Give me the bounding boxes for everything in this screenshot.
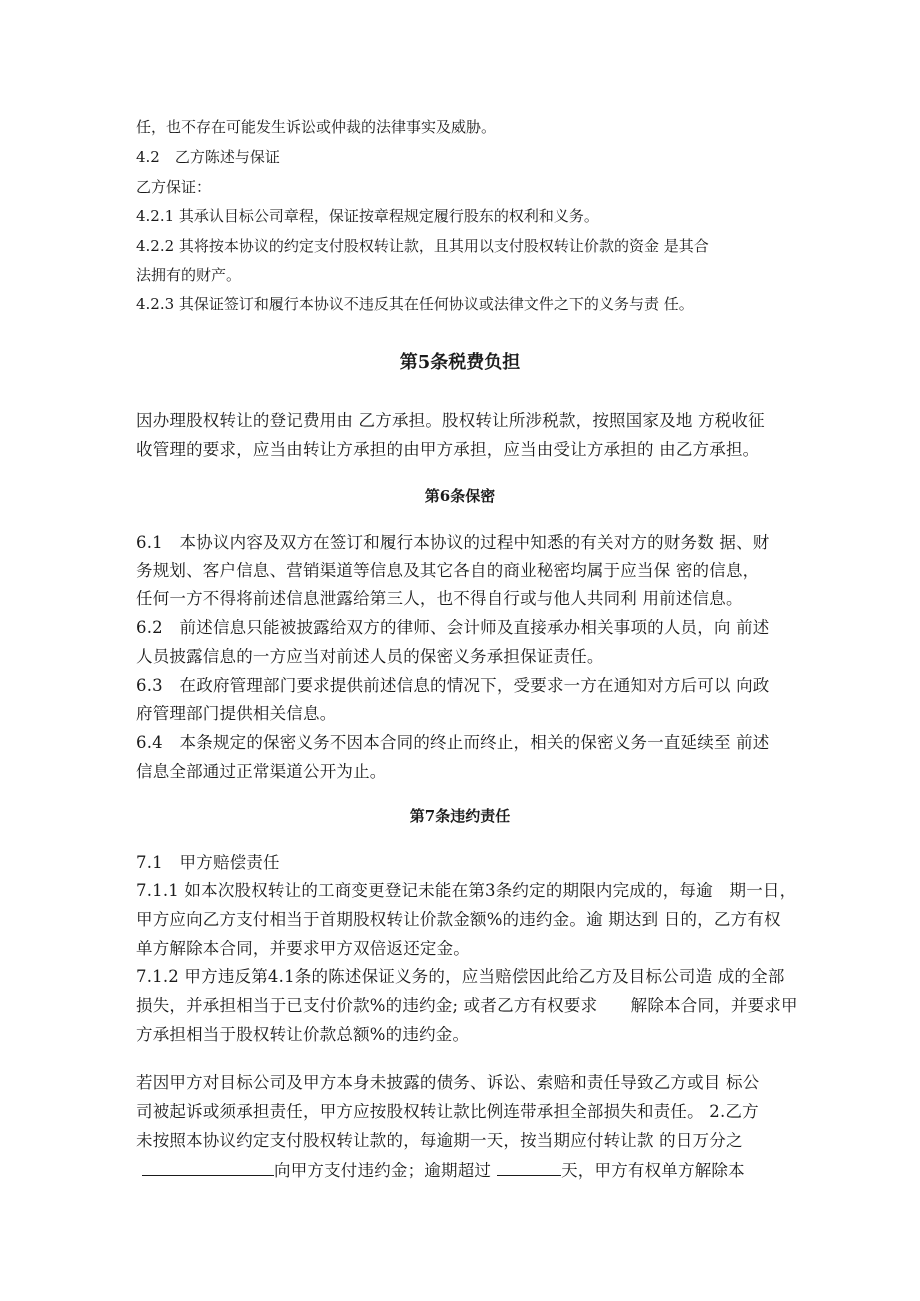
clause-heading-4-2: 4.2 乙方陈述与保证 [136, 148, 280, 166]
clause-7-1-2-cont: 方承担相当于股权转让价款总额%的违约金。 [136, 1025, 470, 1044]
clause-7-1-2-cont: 损失，并承担相当于已支付价款%的违约金; 或者乙方有权要求 解除本合同，并要求甲 [136, 996, 798, 1015]
article-5-title: 第5条税费负担 [399, 352, 521, 373]
text-line: 乙方保证： [136, 178, 212, 196]
clause-4-2-2-cont: 法拥有的财产。 [136, 266, 242, 284]
liability-paragraph-cont: 司被起诉或须承担责任，甲方应按股权转让款比例连带承担全部损失和责任。 2.乙方 [136, 1102, 759, 1121]
clause-7-1-1-cont: 甲方应向乙方支付相当于首期股权转让价款金额%的违约金。逾 期达到 日的，乙方有权 [136, 910, 781, 929]
clause-6-3: 6.3 在政府管理部门要求提供前述信息的情况下，受要求一方在通知对方后可以 向政 [136, 676, 770, 695]
liability-paragraph-cont [136, 1159, 745, 1181]
clause-6-1: 6.1 本协议内容及双方在签订和履行本协议的过程中知悉的有关对方的财务数 据、财 [136, 533, 770, 552]
text-line: 任，也不存在可能发生诉讼或仲裁的法律事实及威胁。 [136, 118, 497, 136]
fill-in-blank[interactable] [142, 1159, 274, 1176]
blank-followup-text: 向甲方支付违约金；逾期超过 [274, 1161, 492, 1180]
clause-4-2-2: 4.2.2 其将按本协议的约定支付股权转让款，且其用以支付股权转让价款的资金 是其合 [136, 237, 709, 255]
clause-6-2: 6.2 前述信息只能被披露给双方的律师、会计师及直接承办相关事项的人员，向 前述 [136, 618, 770, 637]
clause-7-1-1-cont: 单方解除本合同，并要求甲方双倍返还定金。 [136, 939, 470, 958]
article-5-paragraph-cont: 收管理的要求，应当由转让方承担的由甲方承担，应当由受让方承担的 由乙方承担。 [136, 440, 760, 459]
article-7-title: 第7条违约责任 [409, 807, 511, 825]
clause-4-2-1: 4.2.1 其承认目标公司章程，保证按章程规定履行股东的权利和义务。 [136, 207, 599, 225]
clause-6-4-cont: 信息全部通过正常渠道公开为止。 [136, 762, 387, 781]
fill-in-blank[interactable] [497, 1159, 561, 1176]
liability-paragraph: 若因甲方对目标公司及甲方本身未披露的债务、诉讼、索赔和责任导致乙方或目 标公 [136, 1073, 760, 1092]
clause-6-1-cont: 任何一方不得将前述信息泄露给第三人，也不得自行或与他人共同利 用前述信息。 [136, 589, 743, 608]
clause-4-2-3: 4.2.3 其保证签订和履行本协议不违反其在任何协议或法律文件之下的义务与责 任。 [136, 295, 694, 313]
clause-7-1-2: 7.1.2 甲方违反第4.1条的陈述保证义务的，应当赔偿因此给乙方及目标公司造 成的全部 [136, 967, 785, 986]
article-6-title: 第6条保密 [424, 487, 496, 505]
clause-6-1-cont: 务规划、客户信息、营销渠道等信息及其它各自的商业秘密均属于应当保 密的信息， [136, 561, 760, 580]
liability-paragraph-cont: 未按照本协议约定支付股权转让款的，每逾期一天，按当期应付转让款 的日万分之 [136, 1131, 743, 1150]
clause-6-2-cont: 人员披露信息的一方应当对前述人员的保密义务承担保证责任。 [136, 647, 604, 666]
clause-6-4: 6.4 本条规定的保密义务不因本合同的终止而终止，相关的保密义务一直延续至 前述 [136, 733, 770, 752]
article-5-paragraph: 因办理股权转让的登记费用由 乙方承担。股权转让所涉税款，按照国家及地 方税收征 [136, 411, 765, 430]
clause-7-1-1: 7.1.1 如本次股权转让的工商变更登记未能在第3条约定的期限内完成的，每逾 期一日， [136, 881, 797, 900]
blank-followup-text: 天，甲方有权单方解除本 [561, 1161, 745, 1180]
clause-6-3-cont: 府管理部门提供相关信息。 [136, 704, 337, 723]
clause-heading-7-1: 7.1 甲方赔偿责任 [136, 853, 280, 872]
